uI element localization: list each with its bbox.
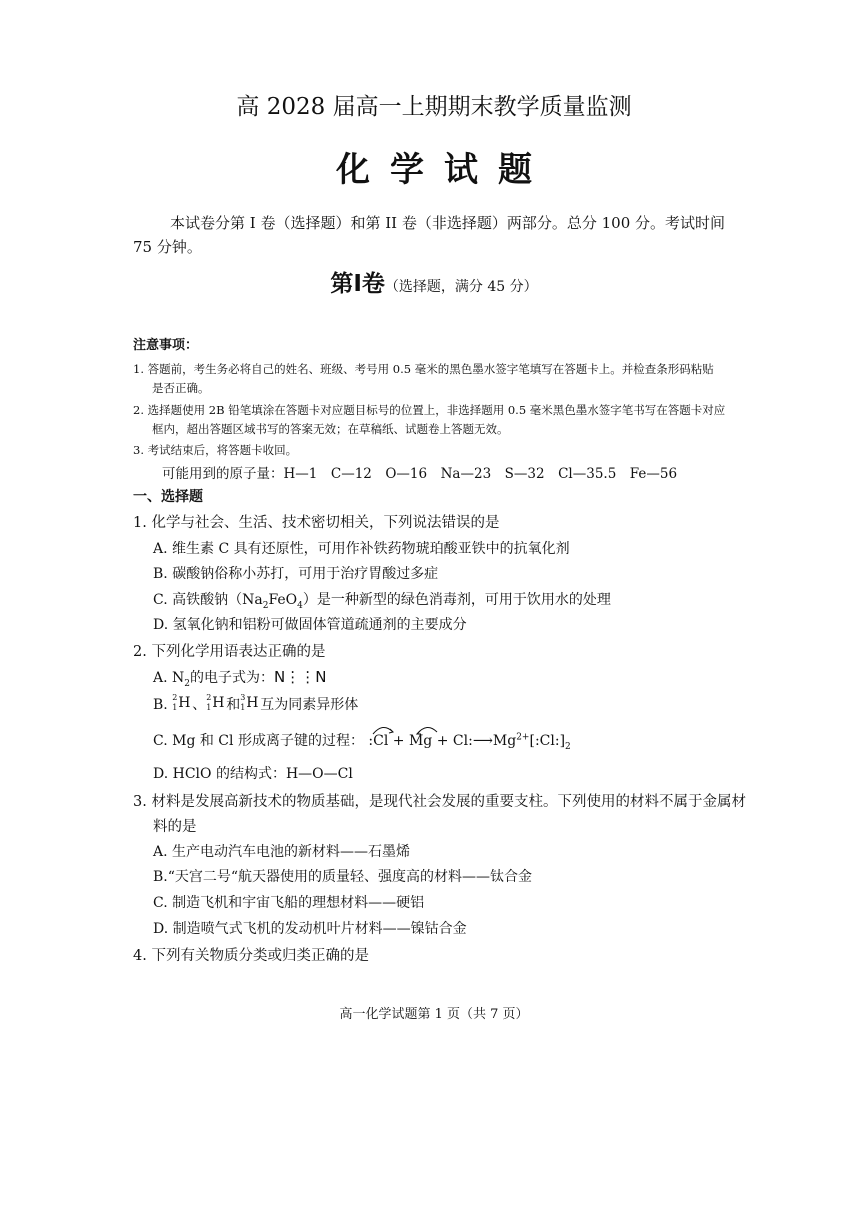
q2-option-b: B. 2 1 H 、 2 1 H 和 3 1 H 互为同素异形体 bbox=[153, 693, 359, 713]
q1-option-a: A. 维生素 C 具有还原性，可用作补铁药物琥珀酸亚铁中的抗氧化剂 bbox=[153, 541, 570, 557]
notice-item-2: 2. 选择题使用 2B 铅笔填涂在答题卡对应题目标号的位置上，非选择题用 0.5 毫米黑色墨水签字笔书写在答题卡对应 bbox=[133, 403, 726, 417]
q3-option-a: A. 生产电动汽车电池的新材料——石墨烯 bbox=[153, 844, 411, 860]
n2-lewis-formula: N⋮⋮N bbox=[274, 668, 327, 686]
volume-label: 第Ⅰ卷 bbox=[330, 271, 385, 297]
atomic-masses: 可能用到的原子量：H—1 C—12 O—16 Na—23 S—32 Cl—35.5 Fe—56 bbox=[162, 466, 678, 482]
q3-stem: 3. 材料是发展高新技术的物质基础，是现代社会发展的重要支柱。下列使用的材料不属于金属材 bbox=[133, 794, 746, 810]
q2-option-a: A. $N_2$的电子式为：N⋮⋮N bbox=[153, 668, 327, 689]
notice-item-1-cont: 是否正确。 bbox=[152, 381, 210, 395]
notice-item-3: 3. 考试结束后，将答题卡收回。 bbox=[133, 443, 298, 457]
page-footer: 高一化学试题第 1 页（共 7 页） bbox=[339, 1007, 529, 1022]
q3-option-d: D. 制造喷气式飞机的发动机叶片材料——镍钴合金 bbox=[153, 921, 467, 937]
q1-stem: 1. 化学与社会、生活、技术密切相关，下列说法错误的是 bbox=[133, 515, 500, 531]
q3-option-c: C. 制造飞机和宇宙飞船的理想材料——硬铝 bbox=[153, 895, 425, 911]
q1-option-c: C. 高铁酸钠$(Na_2FeO_4)$是一种新型的绿色消毒剂，可用于饮用水的处理 bbox=[153, 592, 611, 611]
intro-line-2: 75 分钟。 bbox=[133, 238, 202, 256]
q2-stem: 2. 下列化学用语表达正确的是 bbox=[133, 644, 326, 660]
volume-note: （选择题，满分 45 分） bbox=[384, 279, 538, 295]
nuclide-2: 2 1 H bbox=[206, 693, 225, 712]
section-title: 一、选择题 bbox=[133, 489, 203, 505]
notice-heading: 注意事项： bbox=[133, 338, 199, 353]
intro-line-1: 本试卷分第 I 卷（选择题）和第 II 卷（非选择题）两部分。总分 100 分。考试时间 bbox=[170, 214, 726, 232]
notice-item-2-cont: 框内，超出答题区域书写的答案无效；在草稿纸、试题卷上答题无效。 bbox=[152, 422, 509, 436]
q2-option-d: D. HClO 的结构式：H—O—Cl bbox=[153, 766, 353, 782]
ionic-bond-process: :Cl + $Mg + Cl:⟶Mg^{2+}[:Cl:]_2$ bbox=[368, 732, 571, 752]
q3-stem-cont: 料的是 bbox=[153, 819, 197, 835]
nuclide-1: 2 1 H bbox=[172, 693, 191, 712]
q1-option-b: B. 碳酸钠俗称小苏打，可用于治疗胃酸过多症 bbox=[153, 566, 439, 582]
electron-transfer-arrows bbox=[365, 722, 455, 736]
exam-title: 化学试题 bbox=[336, 150, 552, 190]
q1-option-d: D. 氢氧化钠和铝粉可做固体管道疏通剂的主要成分 bbox=[153, 617, 467, 633]
notice-item-1: 1. 答题前，考生务必将自己的姓名、班级、考号用 0.5 毫米的黑色墨水签字笔填写在答题卡上。并检查条形码粘贴 bbox=[133, 362, 714, 376]
q3-option-b: B.“天宫二号“航天器使用的质量轻、强度高的材料——钛合金 bbox=[153, 869, 533, 885]
volume-heading bbox=[0, 265, 868, 298]
q2-option-c: C. Mg 和 Cl 形成离子键的过程： :Cl + $Mg + Cl:⟶Mg^{2+}[:Cl:]_2$ bbox=[153, 730, 571, 752]
q4-stem: 4. 下列有关物质分类或归类正确的是 bbox=[133, 948, 369, 964]
nuclide-3: 3 1 H bbox=[240, 693, 259, 712]
exam-subtitle: 高 2028 届高一上期期末教学质量监测 bbox=[236, 94, 632, 120]
